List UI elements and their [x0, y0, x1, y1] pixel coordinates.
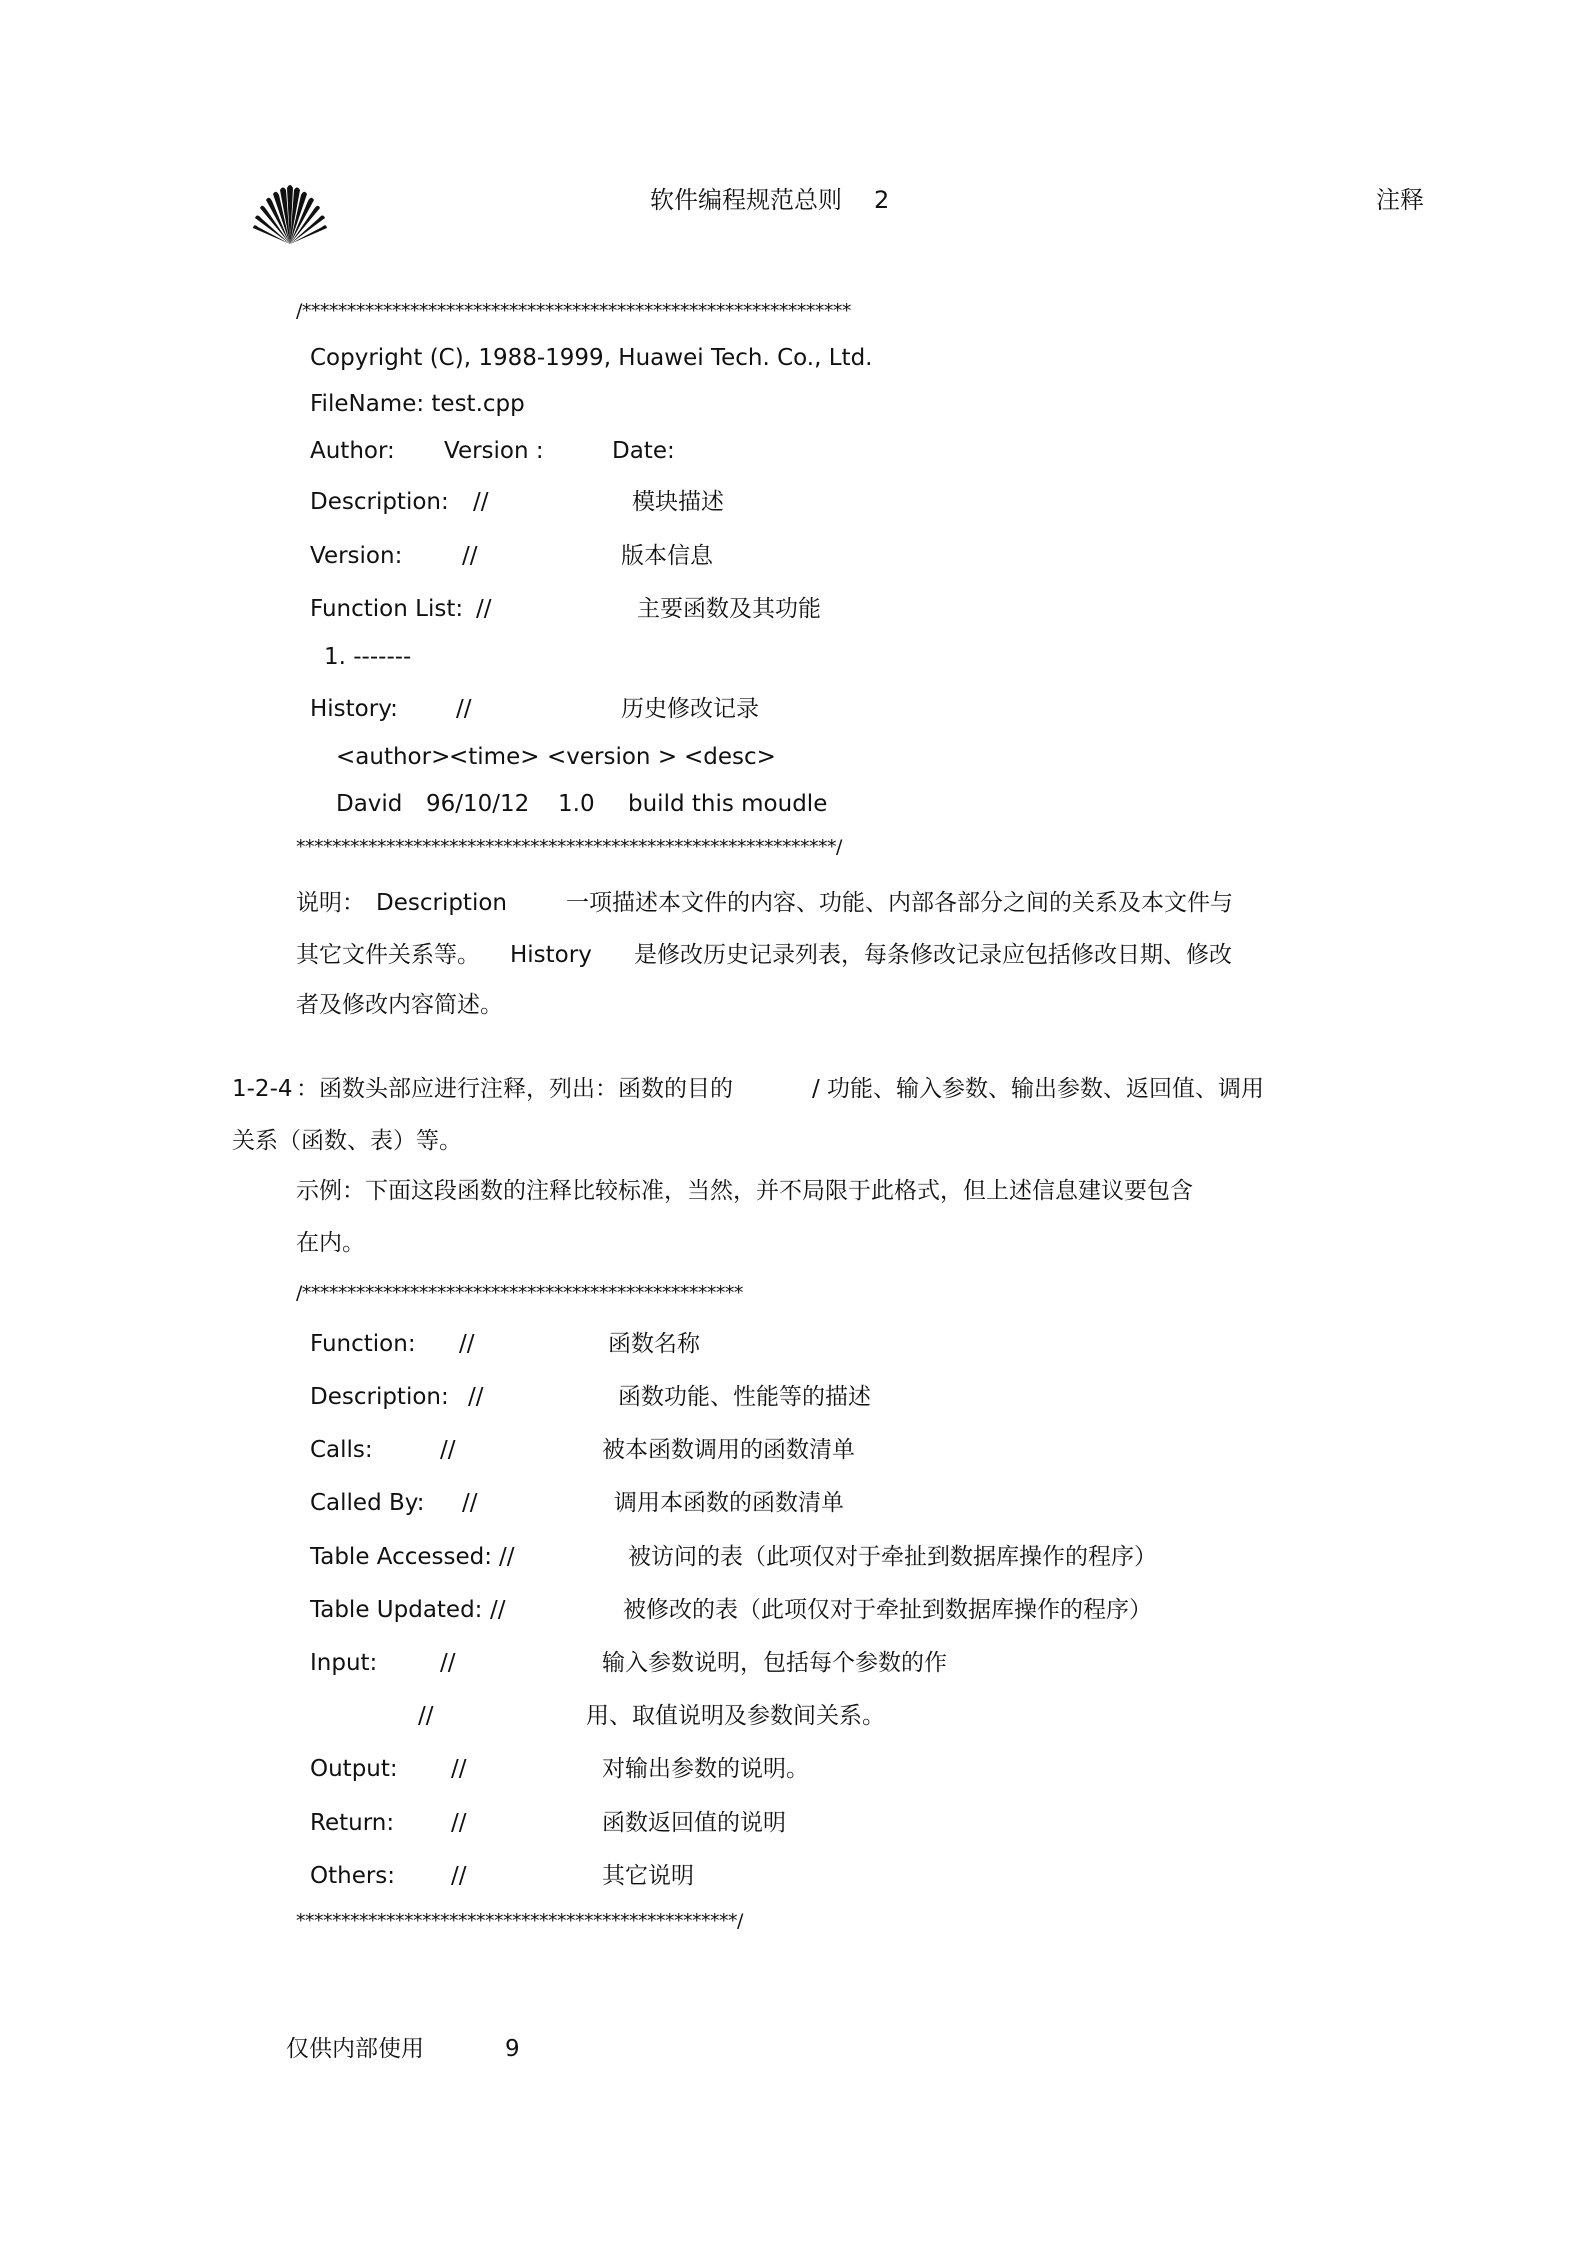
- explanation-description-term: Description: [376, 890, 507, 916]
- footer-text: 仅供内部使用: [286, 2036, 424, 2062]
- fn-output-slash: //: [451, 1756, 467, 1782]
- copyright-line: Copyright (C), 1988-1999, Huawei Tech. Co., Ltd.: [310, 345, 873, 371]
- fn-others-slash: //: [451, 1863, 467, 1889]
- fn-description-label: Description:: [310, 1384, 449, 1410]
- company-logo-icon: [252, 180, 328, 246]
- history-col-version: <version >: [547, 744, 678, 770]
- date-label: Date:: [612, 438, 675, 464]
- rule-example-b: 在内。: [296, 1230, 365, 1256]
- explanation-line2-text: 是修改历史记录列表，每条修改记录应包括修改日期、修改: [634, 942, 1232, 968]
- rule-text-a: ：函数头部应进行注释，列出：函数的目的: [296, 1076, 733, 1102]
- history-desc: 历史修改记录: [621, 696, 759, 722]
- rule-text-c: 关系（函数、表）等。: [232, 1128, 462, 1154]
- fn-output-label: Output:: [310, 1756, 398, 1782]
- fn-table-updated-label: Table Updated:: [310, 1597, 483, 1623]
- fn-function-desc: 函数名称: [608, 1331, 700, 1357]
- function-list-label: Function List:: [310, 596, 464, 622]
- fn-input-cont-slash: //: [418, 1703, 434, 1729]
- fn-function-slash: //: [459, 1331, 475, 1357]
- version-field-slash: //: [462, 543, 478, 569]
- fn-calls-label: Calls:: [310, 1437, 373, 1463]
- history-slash: //: [456, 696, 472, 722]
- explanation-line2-start: 其它文件关系等。: [296, 942, 480, 968]
- history-row-desc: build this moudle: [628, 791, 828, 817]
- fn-description-desc: 函数功能、性能等的描述: [618, 1384, 871, 1410]
- fn-table-accessed-desc: 被访问的表（此项仅对于牵扯到数据库操作的程序）: [628, 1544, 1157, 1570]
- function-list-desc: 主要函数及其功能: [637, 596, 821, 622]
- function-header-close-rule: *************************************************/: [296, 1910, 743, 1932]
- fn-called-by-label: Called By:: [310, 1490, 425, 1516]
- description-slash: //: [473, 489, 489, 515]
- author-label: Author:: [310, 438, 395, 464]
- rule-text-b: / 功能、输入参数、输出参数、返回值、调用: [812, 1076, 1265, 1102]
- description-label: Description:: [310, 489, 449, 515]
- fn-input-slash: //: [440, 1650, 456, 1676]
- fn-return-slash: //: [451, 1810, 467, 1836]
- explanation-history-term: History: [510, 942, 592, 968]
- rule-number: 1-2-4: [232, 1076, 293, 1102]
- fn-return-desc: 函数返回值的说明: [602, 1810, 786, 1836]
- fn-input-label: Input:: [310, 1650, 378, 1676]
- history-row-author: David: [336, 791, 403, 817]
- file-header-close-rule: ************************************************************/: [296, 836, 842, 858]
- rule-example-a: 示例：下面这段函数的注释比较标准，当然，并不局限于此格式，但上述信息建议要包含: [296, 1178, 1193, 1204]
- fn-others-desc: 其它说明: [602, 1863, 694, 1889]
- explanation-label: 说明：: [296, 890, 365, 916]
- fn-description-slash: //: [468, 1384, 484, 1410]
- fn-output-desc: 对输出参数的说明。: [602, 1756, 809, 1782]
- version-field-desc: 版本信息: [621, 543, 713, 569]
- fn-table-updated-slash: //: [490, 1597, 506, 1623]
- fn-input-desc: 输入参数说明，包括每个参数的作: [602, 1650, 947, 1676]
- fn-called-by-desc: 调用本函数的函数清单: [614, 1490, 844, 1516]
- filename-line: FileName: test.cpp: [310, 391, 525, 417]
- fn-table-accessed-label: Table Accessed:: [310, 1544, 493, 1570]
- function-list-slash: //: [476, 596, 492, 622]
- history-label: History:: [310, 696, 398, 722]
- header-section: 注释: [1376, 186, 1424, 214]
- function-list-item: 1. -------: [324, 644, 412, 670]
- fn-return-label: Return:: [310, 1810, 395, 1836]
- history-col-desc: <desc>: [684, 744, 776, 770]
- fn-calls-desc: 被本函数调用的函数清单: [602, 1437, 855, 1463]
- file-header-open-rule: /*************************************************************: [296, 300, 851, 322]
- fn-input-cont-desc: 用、取值说明及参数间关系。: [586, 1703, 885, 1729]
- history-row-version: 1.0: [558, 791, 595, 817]
- function-header-open-rule: /*************************************************: [296, 1282, 743, 1304]
- fn-calls-slash: //: [440, 1437, 456, 1463]
- footer-page-number: 9: [505, 2036, 520, 2062]
- fn-called-by-slash: //: [462, 1490, 478, 1516]
- fn-table-accessed-slash: //: [499, 1544, 515, 1570]
- explanation-line1-text: 一项描述本文件的内容、功能、内部各部分之间的关系及本文件与: [566, 890, 1233, 916]
- header-title: 软件编程规范总则: [650, 186, 842, 214]
- history-row-time: 96/10/12: [426, 791, 530, 817]
- version-label: Version :: [444, 438, 544, 464]
- history-col-time: <time>: [449, 744, 540, 770]
- fn-function-label: Function:: [310, 1331, 416, 1357]
- explanation-line3: 者及修改内容简述。: [296, 992, 503, 1018]
- fn-table-updated-desc: 被修改的表（此项仅对于牵扯到数据库操作的程序）: [623, 1597, 1152, 1623]
- version-field-label: Version:: [310, 543, 403, 569]
- fn-others-label: Others:: [310, 1863, 396, 1889]
- description-desc: 模块描述: [632, 489, 724, 515]
- header-chapter: 2: [874, 186, 890, 214]
- history-col-author: <author>: [336, 744, 451, 770]
